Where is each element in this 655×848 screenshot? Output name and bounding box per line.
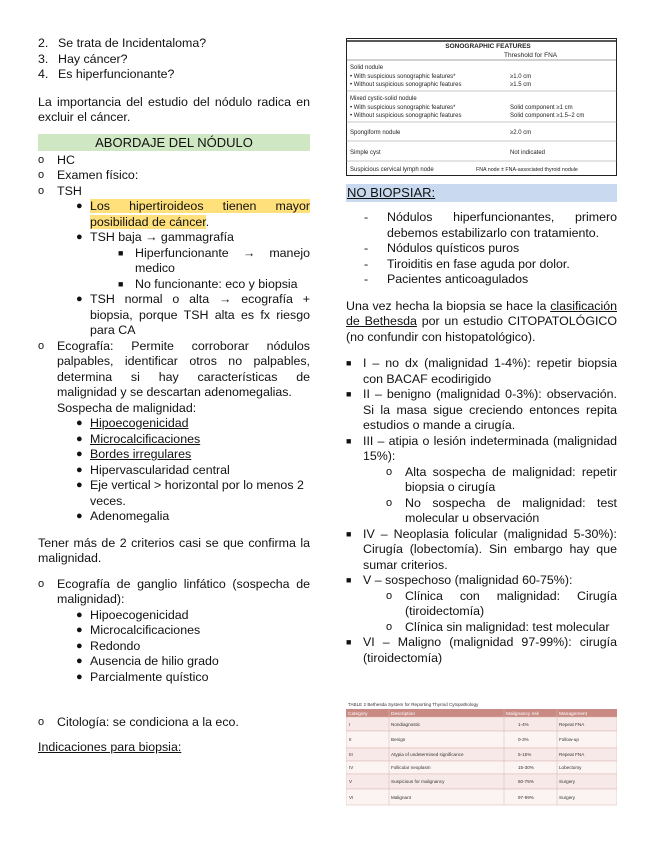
bullet-dot: ● — [76, 448, 83, 460]
table-header-cell: Malignancy risk — [506, 712, 540, 717]
item-text: Bordes irregulares — [90, 447, 192, 461]
bullet-square: ■ — [346, 637, 352, 647]
item-text: Examen físico: — [57, 168, 139, 182]
figure-row-value: Solid component ≥1 cm — [510, 105, 573, 111]
paragraph-text: Una vez hecha la biopsia se hace la — [346, 298, 547, 313]
table-cell: Surgery — [559, 795, 576, 800]
list-item-sospecha — [76, 447, 310, 463]
bethesda-paragraph — [346, 299, 617, 346]
list-item-tsh — [38, 184, 310, 200]
table-cell: Follow-up — [559, 737, 579, 742]
bullet-dot: ● — [76, 608, 83, 621]
criterios-paragraph: Tener más de 2 criterios casi se que confirma la malignidad. — [38, 535, 310, 565]
list-item — [364, 272, 617, 288]
bullet-circle: o — [38, 716, 45, 728]
figure-row-value: Not indicated — [510, 150, 546, 156]
bethesda-subitem — [386, 465, 617, 496]
table-header-cell: Category — [348, 712, 368, 717]
list-item-ganglio-criterio — [76, 670, 310, 686]
item-text: Hipoecogenicidad — [90, 607, 189, 622]
list-item-no-funcionante — [118, 277, 310, 293]
item-text: Es hiperfuncionante? — [58, 67, 175, 81]
item-text: Sospecha de malignidad: — [57, 400, 197, 415]
figure-row-label: • Without suspicious sonographic features — [350, 82, 462, 88]
right-column — [346, 184, 617, 666]
bullet-circle: o — [386, 589, 393, 602]
table-cell: 1-4% — [518, 722, 529, 727]
bullet-square: ■ — [346, 575, 352, 585]
bethesda-category — [346, 387, 617, 434]
numbered-item — [38, 36, 310, 52]
bethesda-table-figure — [346, 699, 617, 806]
table-row-bg — [346, 774, 617, 789]
bethesda-categories — [346, 356, 617, 666]
item-text: Microcalcificaciones — [90, 431, 201, 446]
figure-row-value: ≥2.0 cm — [510, 130, 532, 136]
table-cell: 60-75% — [518, 779, 534, 784]
item-text: Parcialmente quístico — [90, 669, 209, 684]
item-text: . — [205, 214, 210, 229]
bethesda-subitem — [386, 589, 617, 620]
list-item-sospecha — [76, 463, 310, 479]
figure-row-value: ≥1.5 cm — [510, 82, 532, 88]
numbered-item — [38, 67, 310, 83]
bullet-circle: o — [386, 496, 393, 509]
item-text: TSH normal o alta → ecografía + biopsia, porque TSH alta es fx riesgo para CA — [90, 292, 310, 337]
figure-row-value: Solid component ≥1.5–2 cm — [510, 113, 585, 119]
table-cell: Suspicious for malignancy — [391, 779, 445, 784]
item-number: 2. — [38, 36, 49, 50]
item-text: No funcionante: eco y biopsia — [135, 276, 298, 291]
list-item-hc — [38, 153, 310, 169]
list-item-tsh-normal — [76, 292, 310, 339]
figure-row-label: • With suspicious sonographic features* — [350, 74, 456, 80]
item-text: Hipoecogenicidad — [90, 416, 189, 430]
item-text: HC — [57, 152, 75, 167]
item-text: Ecografía de ganglio linfático (sospecha de malignidad): — [57, 576, 310, 606]
table-cell: 97-99% — [518, 795, 534, 800]
item-text: Ecografía: Permite corroborar nódulos palpables, identificar otros no palpables, determina si hay características de malignidad y se descartan adenomegalias. — [57, 338, 310, 399]
list-item — [364, 210, 617, 241]
item-text: Clínica sin malignidad: test molecular — [405, 619, 610, 634]
bethesda-link-text: clasificación de Bethesda — [346, 298, 617, 328]
list-item-hiperfuncionante — [118, 246, 310, 277]
table-cell: Lobectomy — [559, 765, 582, 770]
table-cell: Malignant — [391, 795, 411, 800]
list-item-sospecha — [76, 432, 310, 448]
table-cell: III — [349, 752, 353, 757]
bullet-square: ■ — [346, 358, 352, 368]
bullet-dot: ● — [76, 432, 83, 445]
table-cell: Surgery — [559, 779, 576, 784]
list-item-sospecha — [76, 416, 310, 432]
numbered-item — [38, 52, 310, 68]
table-cell: Follicular neoplasm — [391, 765, 431, 770]
bullet-dot: ● — [76, 655, 83, 667]
item-text: Clínica con malignidad: Cirugía (tiroidectomía) — [405, 588, 617, 618]
figure-col2-header: Threshold for FNA — [504, 52, 558, 59]
table-cell: 15-30% — [518, 765, 534, 770]
item-text: Eje vertical > horizontal por lo menos 2 veces. — [90, 478, 304, 508]
figure-row-label: • Without suspicious sonographic features — [350, 113, 462, 119]
list-item — [364, 257, 617, 273]
bullet-dash: - — [364, 256, 369, 271]
item-text: Redondo — [90, 638, 141, 653]
item-text: Hipervascularidad central — [90, 462, 230, 477]
figure-row-label: Simple cyst — [350, 150, 381, 156]
bullet-dot: ● — [76, 670, 83, 683]
figure-title: SONOGRAPHIC FEATURES — [445, 43, 531, 50]
list-item-ganglio-criterio — [76, 639, 310, 655]
item-number: 4. — [38, 67, 49, 81]
bullet-square: ■ — [118, 247, 124, 258]
item-text: II – benigno (malignidad 0-3%): observación. Si la masa sigue creciendo entonces repita estudios o mande a cirugía. — [363, 387, 617, 432]
item-text: No sospecha de malignidad: test molecular u observación — [405, 495, 617, 525]
table-cell: V — [349, 779, 353, 784]
table-cell: 5-15% — [518, 752, 532, 757]
list-item — [364, 241, 617, 257]
bullet-square: ■ — [346, 528, 352, 539]
list-item-sospecha — [76, 509, 310, 525]
list-item-sospecha — [76, 478, 310, 509]
item-text: Microcalcificaciones — [90, 623, 201, 637]
item-text: TSH — [57, 183, 82, 198]
bullet-square: ■ — [346, 389, 352, 399]
bullet-circle: o — [38, 169, 45, 181]
item-text: Pacientes anticoagulados — [387, 272, 529, 286]
table-cell: Atypia of undetermined significance — [391, 752, 464, 757]
table-cell: I — [349, 722, 351, 727]
item-text: Nódulos hiperfuncionantes, primero debemos estabilizarlo con tratamiento. — [387, 210, 617, 240]
table-cell: VI — [349, 795, 354, 800]
bullet-circle: o — [38, 577, 45, 590]
bethesda-category — [346, 356, 617, 387]
bullet-circle: o — [386, 620, 393, 633]
paragraph-text: por un estudio CITOPATOLÓGICO (no confundir con histopatológico). — [346, 314, 617, 344]
bullet-dot: ● — [76, 293, 83, 305]
item-text: IV – Neoplasia folicular (malignidad 5-30%): Cirugía (lobectomía). Sin embargo hay que sumar criterios. — [363, 526, 617, 572]
figure-row-label: Spongiform nodule — [350, 130, 401, 136]
bethesda-category — [346, 635, 617, 666]
item-text: Hay cáncer? — [58, 51, 128, 66]
item-text: Hiperfuncionante → manejo medico — [135, 245, 310, 275]
no-biopsiar-list — [346, 210, 617, 288]
bullet-circle: o — [38, 184, 45, 197]
figure-row-value: FNA node ± FNA-associated thyroid nodule — [476, 167, 578, 173]
bullet-dash: - — [364, 210, 369, 224]
bullet-dot: ● — [76, 200, 83, 212]
list-item-hipertiroideos — [76, 199, 310, 230]
item-text: Ausencia de hilio grado — [90, 654, 219, 668]
bullet-circle: o — [386, 465, 393, 478]
bullet-dash: - — [364, 241, 369, 255]
indicaciones-heading: Indicaciones para biopsia: — [38, 739, 182, 754]
item-text: VI – Maligno (malignidad 97-99%): cirugía (tiroidectomía) — [363, 635, 617, 665]
list-item-ganglio — [38, 577, 310, 608]
bullet-dash: - — [364, 272, 369, 286]
list-item-citologia — [38, 715, 310, 731]
table-header-cell: Management — [559, 712, 587, 717]
item-text: Nódulos quísticos puros — [387, 241, 520, 255]
bethesda-category — [346, 434, 617, 465]
item-text: TSH baja → gammagrafía — [90, 230, 234, 244]
highlighted-text: Los hipertiroideos tienen mayor posibilidad de cáncer — [90, 199, 310, 229]
bullet-square: ■ — [346, 435, 352, 446]
list-item-tsh-baja — [76, 230, 310, 246]
bethesda-subitem — [386, 496, 617, 527]
figure-row-label: • With suspicious sonographic features* — [350, 105, 456, 111]
table-row-bg — [346, 789, 617, 805]
figure-row-label: Solid nodule — [350, 65, 384, 71]
bullet-dot: ● — [76, 639, 83, 652]
table-cell: Benign — [391, 737, 406, 742]
figure-row-label: Suspicious cervical lymph node — [350, 167, 434, 173]
bullet-square: ■ — [118, 278, 124, 289]
bethesda-category — [346, 573, 617, 589]
bullet-dot: ● — [76, 624, 83, 636]
bullet-dot: ● — [76, 463, 83, 476]
list-item-ganglio-criterio — [76, 608, 310, 624]
table-cell: Repeat FNA — [559, 752, 585, 757]
bullet-circle: o — [38, 153, 45, 166]
table-cell: Nondiagnostic — [391, 722, 421, 727]
item-text: Citología: se condiciona a la eco. — [57, 715, 239, 729]
section-title: ABORDAJE DEL NÓDULO — [38, 134, 310, 151]
item-text: Tiroiditis en fase aguda por dolor. — [387, 256, 570, 271]
bullet-dot: ● — [76, 231, 83, 243]
intro-paragraph: La importancia del estudio del nódulo radica en excluir el cáncer. — [38, 94, 310, 124]
bullet-dot: ● — [76, 479, 83, 491]
table-cell: 0-3% — [518, 737, 529, 742]
bullet-dot: ● — [76, 510, 83, 522]
no-biopsiar-title: NO BIOPSIAR: — [346, 184, 617, 202]
table-caption: TABLE 2 Bethesda System for Reporting Thyroid Cytopathology — [348, 702, 479, 707]
item-text: V – sospechoso (malignidad 60-75%): — [363, 573, 573, 587]
bethesda-subitem — [386, 620, 617, 636]
bullet-dot: ● — [76, 417, 83, 429]
item-text: III – atipia o lesión indeterminada (malignidad 15%): — [363, 433, 617, 463]
figure-row-value: ≥1.0 cm — [510, 74, 532, 80]
bethesda-category — [346, 527, 617, 574]
table-cell: Repeat FNA — [559, 722, 585, 727]
item-text: Alta sospecha de malignidad: repetir biopsia o cirugía — [405, 464, 617, 494]
figure-row-label: Mixed cystic-solid nodule — [350, 96, 417, 102]
list-item-ganglio-criterio — [76, 623, 310, 639]
table-cell: IV — [349, 765, 354, 770]
item-number: 3. — [38, 51, 49, 66]
left-column — [38, 36, 310, 755]
list-item-ecografia — [38, 339, 310, 417]
list-item-examen — [38, 168, 310, 184]
item-text: I – no dx (malignidad 1-4%): repetir biopsia con BACAF ecodirigido — [363, 356, 617, 386]
item-text: Adenomegalia — [90, 509, 170, 523]
table-header-cell: Description — [391, 712, 415, 717]
table-cell: II — [349, 737, 352, 742]
list-item-ganglio-criterio — [76, 654, 310, 670]
item-text: Se trata de Incidentaloma? — [58, 36, 207, 50]
sonographic-features-figure — [346, 38, 617, 176]
bullet-circle: o — [38, 339, 45, 352]
